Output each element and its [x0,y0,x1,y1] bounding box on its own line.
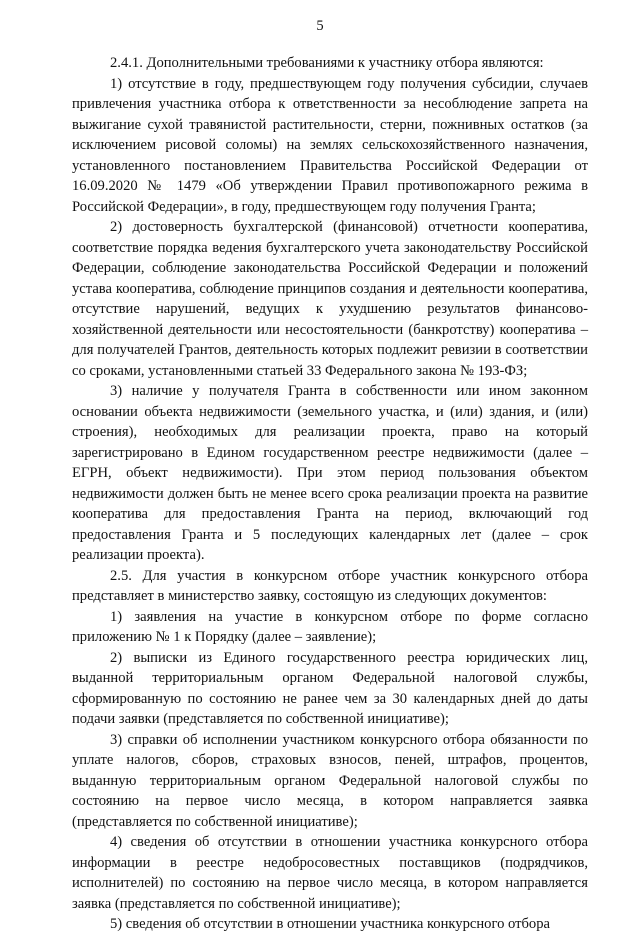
paragraph-document-1: 1) заявления на участие в конкурсном отборе по форме согласно приложению № 1 к Порядку (далее – заявление); [72,608,588,645]
paragraph-requirement-2: 2) достоверность бухгалтерской (финансовой) отчетности кооператива, соответствие порядка ведения бухгалтерского учета законодательству Российской Федерации, соблюдение законодательства Российской Федерации и положений устава кооператива, соблюдение принципов создания и деятельности кооператива, отсутствие нарушений, ведущих к ухудшению результатов финансово-хозяйственной деятельности или несостоятельности (банкротству) кооператива – для получателей Грантов, деятельность которых подлежит ревизии в соответствии со сроками, установленными статьей 33 Федерального закона № 193-ФЗ; [72,219,588,379]
paragraph-2-4-1-heading: 2.4.1. Дополнительными требованиями к участнику отбора являются: [110,55,544,71]
paragraph-document-5: 5) сведения об отсутствии в отношении участника конкурсного отбора [110,916,551,932]
paragraph-document-3: 3) справки об исполнении участником конкурсного отбора обязанности по уплате налогов, сборов, страховых взносов, пеней, штрафов, процентов, выданную территориальным органом Федеральной налоговой службы по состоянию на первое число месяца, в котором направляется заявка (представляется по собственной инициативе); [72,731,588,830]
paragraph-2-5-heading: 2.5. Для участия в конкурсном отборе участник конкурсного отбора представляет в министерство заявку, состоящую из следующих документов: [72,567,588,604]
paragraph-requirement-1: 1) отсутствие в году, предшествующем году получения субсидии, случаев привлечения участника отбора к ответственности за несоблюдение запрета на выжигание сухой травянистой растительности, стерни, пожнивных остатков (за исключением рисовой соломы) на землях сельскохозяйственного назначения, установленного постановлением Правительства Российской Федерации от 16.09.2020 № 1479 «Об утверждении Правил противопожарного режима в Российской Федерации», в году, предшествующем году получения Гранта; [72,75,588,215]
paragraph-requirement-3: 3) наличие у получателя Гранта в собственности или ином законном основании объекта недвижимости (земельного участка, и (или) здания, и (или) строения), необходимых для реализации проекта, право на который зарегистрировано в Едином государственном реестре недвижимости (далее – ЕГРН, объект недвижимости). При этом период пользования объектом недвижимости должен быть не менее всего срока реализации проекта на развитие кооператива для предоставления Гранта на период, включающий год предоставления Гранта и 5 последующих календарных лет (далее – срок реализации проекта). [72,383,588,563]
paragraph-document-2: 2) выписки из Единого государственного реестра юридических лиц, выданной территориальным органом Федеральной налоговой службы, сформированную по состоянию не ранее чем за 30 календарных дней до даты подачи заявки (представляется по собственной инициативе); [72,649,588,727]
page-number: 5 [316,18,324,34]
paragraph-document-4: 4) сведения об отсутствии в отношении участника конкурсного отбора информации в реестре недобросовестных поставщиков (подрядчиков, исполнителей) по состоянию на первое число месяца, в котором направляется заявка (представляется по собственной инициативе); [72,834,588,912]
document-body [72,53,588,935]
